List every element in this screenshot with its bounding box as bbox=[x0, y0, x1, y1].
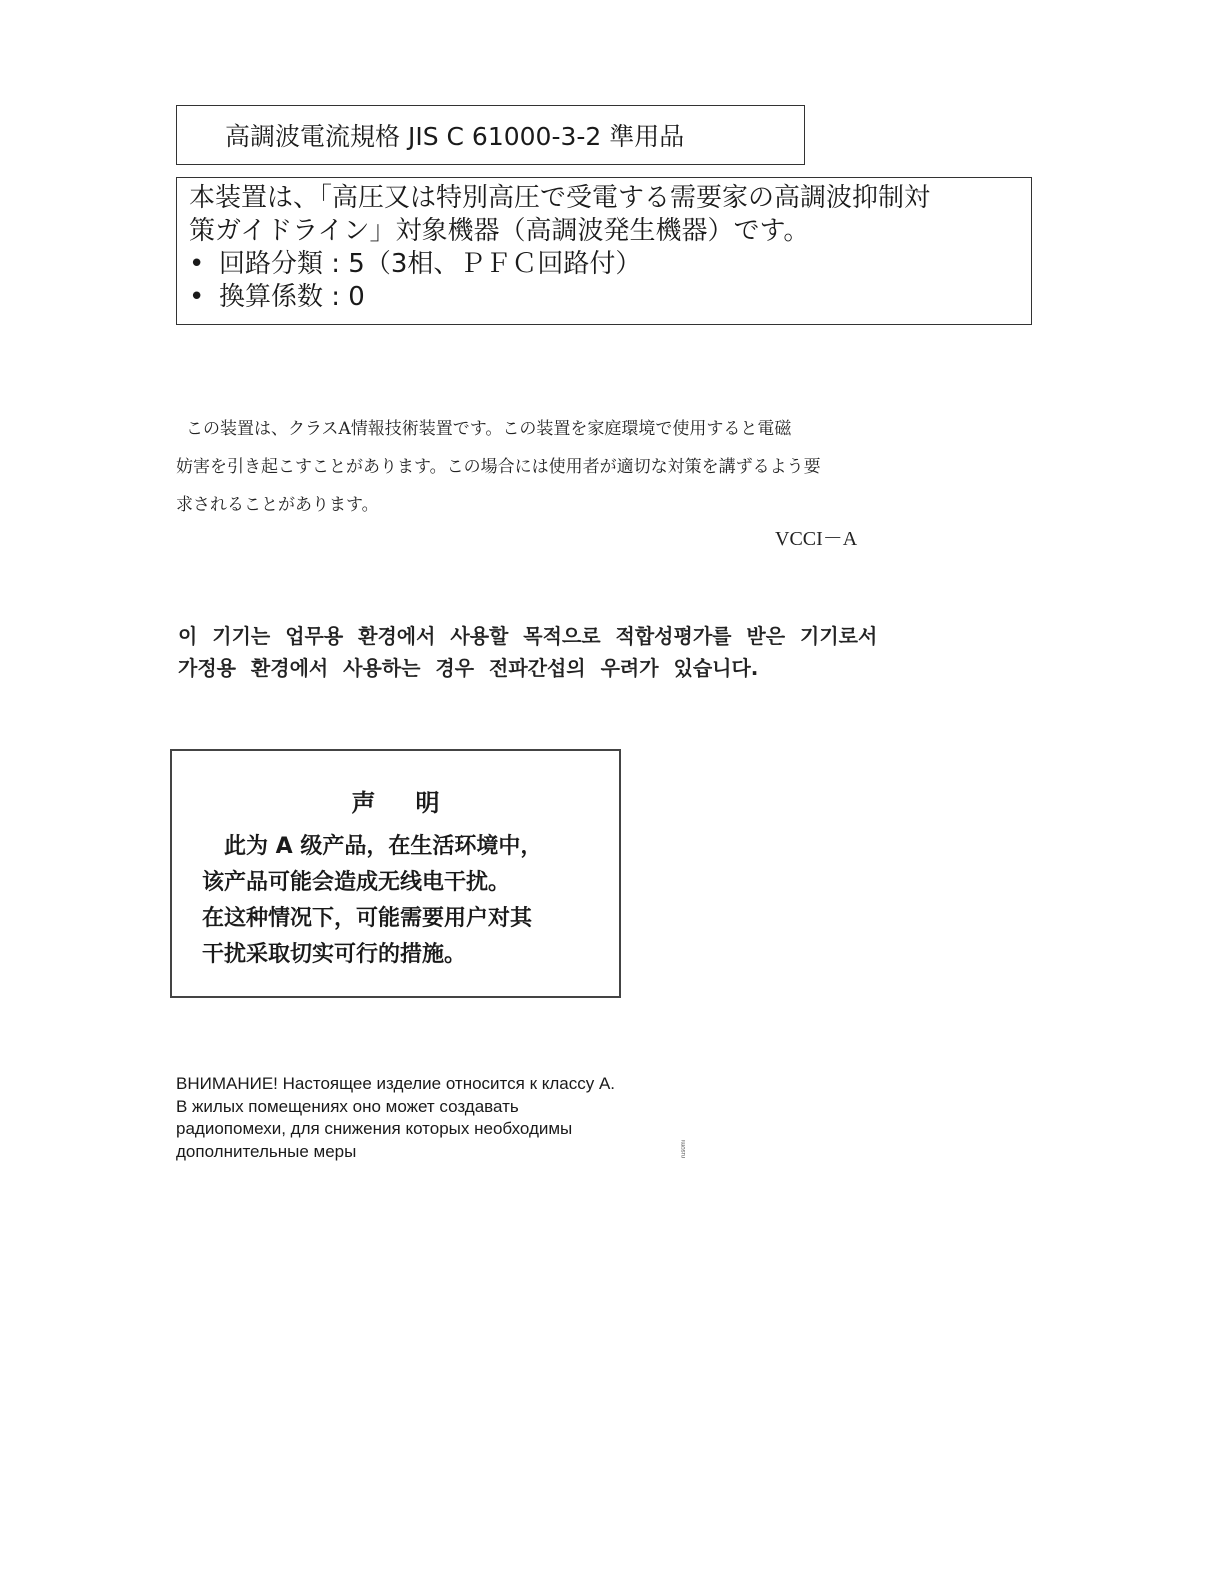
chinese-line-1: 此为 A 级产品，在生活环境中， bbox=[224, 834, 543, 859]
vcci-class-mark: VCCI－A bbox=[775, 528, 858, 550]
margin-figure-code: rus0mi bbox=[681, 1140, 687, 1159]
korean-line-2: 가정용 환경에서 사용하는 경우 전파간섭의 우려가 있습니다. bbox=[178, 656, 759, 680]
russian-line-4: дополнительные меры bbox=[176, 1141, 357, 1161]
chinese-line-3: 在这种情况下，可能需要用户对其 bbox=[202, 906, 533, 931]
chinese-line-2: 该产品可能会造成无线电干扰。 bbox=[202, 870, 511, 895]
bullet-text: 回路分類 : 5（3相、ＰＦＣ回路付） bbox=[219, 249, 642, 279]
vcci-line-1: この装置は、クラスA情報技術装置です。この装置を家庭環境で使用すると電磁 bbox=[186, 419, 792, 439]
harmonics-line-1: 本装置は、「高圧又は特別高圧で受電する需要家の高調波抑制対 bbox=[189, 183, 931, 213]
korean-notice bbox=[178, 620, 877, 684]
harmonics-guideline-box bbox=[176, 177, 1032, 325]
harmonics-bullet-circuit-class bbox=[189, 248, 1031, 281]
harmonics-bullet-conversion-factor bbox=[189, 281, 1031, 314]
chinese-statement-body bbox=[202, 829, 542, 973]
korean-line-1: 이 기기는 업무용 환경에서 사용할 목적으로 적합성평가를 받은 기기로서 bbox=[178, 624, 878, 648]
jis-harmonics-title: 高調波電流規格 JIS C 61000-3-2 準用品 bbox=[225, 122, 685, 151]
harmonics-line-2: 策ガイドライン」対象機器（高調波発生機器）です。 bbox=[189, 216, 810, 246]
vcci-line-2: 妨害を引き起こすことがあります。この場合には使用者が適切な対策を講ずるよう要 bbox=[176, 457, 821, 477]
vcci-notice bbox=[176, 410, 896, 524]
russian-line-2: В жилых помещениях оно может создавать bbox=[176, 1096, 519, 1116]
vcci-line-3: 求されることがあります。 bbox=[176, 495, 379, 515]
bullet-marker: • bbox=[189, 249, 205, 279]
chinese-statement-heading: 声明 bbox=[351, 789, 480, 817]
russian-line-3: радиопомехи, для снижения которых необходимы bbox=[176, 1119, 573, 1138]
bullet-text: 換算係数 : 0 bbox=[219, 282, 365, 312]
chinese-line-4: 干扰采取切实可行的措施。 bbox=[202, 942, 467, 967]
jis-harmonics-title-box bbox=[176, 105, 805, 165]
bullet-marker: • bbox=[189, 282, 205, 312]
russian-notice bbox=[176, 1073, 615, 1163]
chinese-statement-box bbox=[170, 749, 621, 998]
russian-line-1: ВНИМАНИЕ! Настоящее изделие относится к классу А. bbox=[176, 1074, 616, 1093]
